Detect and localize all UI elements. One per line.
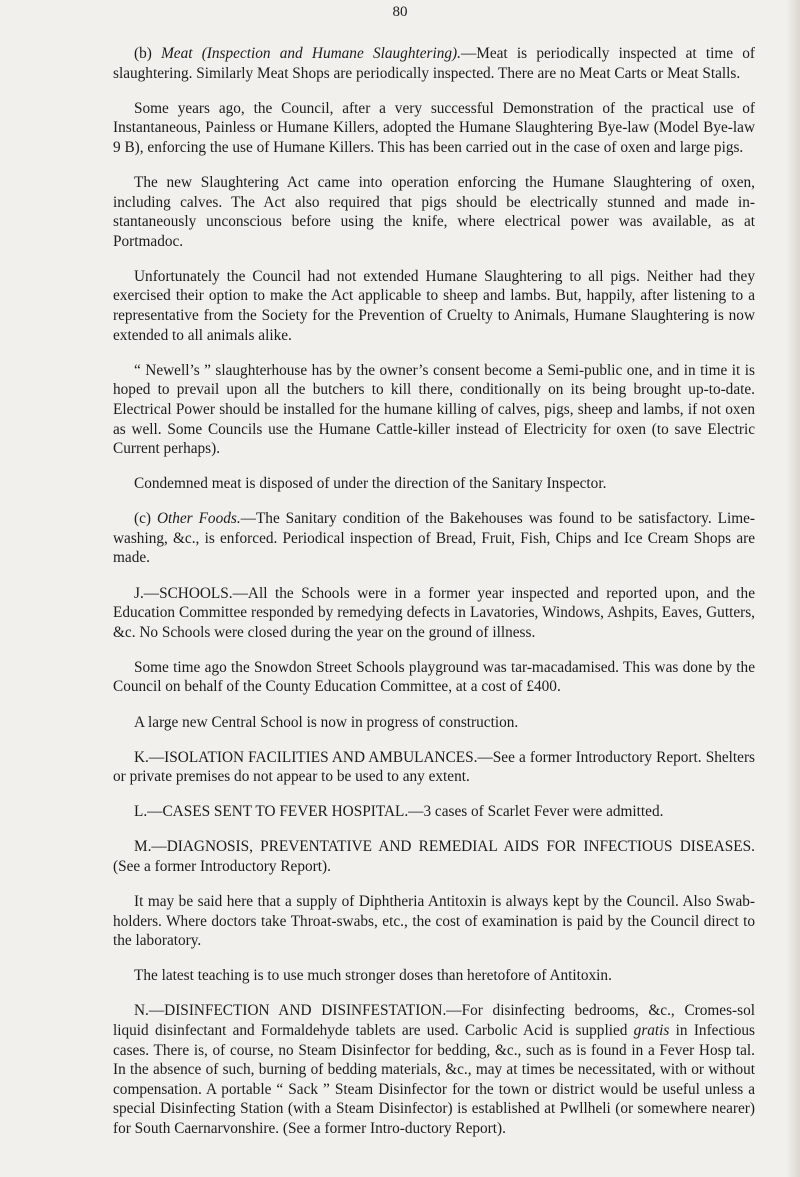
paragraph xyxy=(113,1001,755,1138)
paragraph xyxy=(113,802,755,822)
paragraph-text: —Meat is periodically inspected at time of slaughtering. Similarly Meat Shops are periodically inspected. There are no Meat Carts or Meat Stalls. xyxy=(113,45,756,82)
italic-text: gratis xyxy=(633,1022,670,1040)
paragraph xyxy=(113,173,755,251)
paragraph-text: The latest teaching is to use much stronger doses than heretofore of Antitoxin. xyxy=(134,967,612,985)
paragraph-text: It may be said here that a supply of Diphtheria Antitoxin is always kept by the Council. Also Swab-holders. Where doctors take Throat-swabs, etc., the cost of examination is paid by the Council direct to the laboratory. xyxy=(113,893,755,950)
paragraph-text: —The Sanitary condition of the Bakehouses was found to be satisfactory. Lime-washing, &c., is enforced. Periodical inspection of Bread, Fruit, Fish, Chips and Ice Cream Shops are made. xyxy=(113,510,755,567)
page-edge-shadow xyxy=(786,0,800,1177)
document-body xyxy=(113,44,755,1154)
paragraph-text: Some years ago, the Council, after a very successful Demonstration of the practical use of Instantaneous, Painless or Humane Killers, adopted the Humane Slaughtering Bye-law (Model Bye-law 9 B), enforcing the use of Humane Killers. This has been carried out in the case of oxen and large pigs. xyxy=(113,99,755,156)
paragraph-text: (c) xyxy=(134,510,157,528)
paragraph xyxy=(113,509,755,568)
paragraph-text: K.—ISOLATION FACILITIES AND AMBULANCES.—See a former Introductory Report. Shelters or private premises do not appear to be used to any extent. xyxy=(113,748,755,786)
paragraph-text: Some time ago the Snowdon Street Schools playground was tar-macadamised. This was done by the Council on behalf of the County Education Committee, at a cost of £400. xyxy=(113,658,755,696)
italic-text: Other Foods. xyxy=(156,510,241,528)
paragraph xyxy=(113,966,755,986)
paragraph xyxy=(113,713,755,733)
paragraph xyxy=(113,748,755,787)
paragraph-text: A large new Central School is now in progress of construction. xyxy=(134,713,519,731)
page-number: 80 xyxy=(392,4,408,20)
paragraph-text: L.—CASES SENT TO FEVER HOSPITAL.—3 cases of Scarlet Fever were admitted. xyxy=(134,803,664,821)
italic-text: Meat (Inspection and Humane Slaughtering). xyxy=(161,45,461,62)
paragraph xyxy=(113,658,755,697)
paragraph-text: The new Slaughtering Act came into operation enforcing the Humane Slaughtering of oxen, including calves. The Act also required that pigs should be electrically stunned and made in-stantaneously unconscious before using the knife, where electrical power was available, as at Portmadoc. xyxy=(113,173,755,250)
paragraph xyxy=(113,837,755,876)
paragraph xyxy=(113,892,755,951)
paragraph-text: J.—SCHOOLS.—All the Schools were in a former year inspected and reported upon, and the Education Committee responded by remedying defects in Lavatories, Windows, Ashpits, Eaves, Gutters, &c. No Schools were closed during the year on the ground of illness. xyxy=(113,584,755,641)
paragraph xyxy=(113,584,755,643)
paragraph-text: N.—DISINFECTION AND DISINFESTATION.—For disinfecting bedrooms, &c., Cromes-sol liquid disinfectant and Formaldehyde tablets are used. Carbolic Acid is supplied xyxy=(113,1002,755,1040)
paragraph-text: Unfortunately the Council had not extended Humane Slaughtering to all pigs. Neither had they exercised their option to make the Act applicable to sheep and lambs. But, happily, after listening to a representative from the Society for the Prevention of Cruelty to Animals, Humane Slaughtering is now extended to all animals alike. xyxy=(113,267,755,344)
paragraph xyxy=(113,361,755,459)
paragraph xyxy=(113,474,755,494)
paragraph xyxy=(113,44,755,83)
paragraph-text: “ Newell’s ” slaughterhouse has by the owner’s consent become a Semi-public one, and in time it is hoped to prevail upon all the butchers to kill there, conditionally on its being brought up-to-date. Electrical Power should be installed for the humane killing of calves, pigs, sheep and lambs, if not oxen as well. Some Councils use the Humane Cattle-killer instead of Electricity for oxen (to save Electric Current perhaps). xyxy=(113,361,755,458)
paragraph xyxy=(113,267,755,345)
paragraph-text: in Infectious cases. There is, of course, no Steam Disinfector for bedding, &c., such as is found in a Fever Hosp tal. In the absence of such, burning of bedding materials, &c., may at times be necessitated, with or without compensation. A portable “ Sack ” Steam Disinfector for the town or district would be useful unless a special Disinfecting Station (with a Steam Disinfector) is established at Pwllheli (or somewhere nearer) for South Caernarvonshire. (See a former Intro-ductory Report). xyxy=(113,1022,756,1138)
paragraph-text: M.—DIAGNOSIS, PREVENTATIVE AND REMEDIAL AIDS FOR INFECTIOUS DISEASES. (See a former Introductory Report). xyxy=(113,838,755,875)
paragraph xyxy=(113,99,755,158)
paragraph-text: (b) xyxy=(134,45,162,62)
paragraph-text: Condemned meat is disposed of under the direction of the Sanitary Inspector. xyxy=(134,475,607,493)
